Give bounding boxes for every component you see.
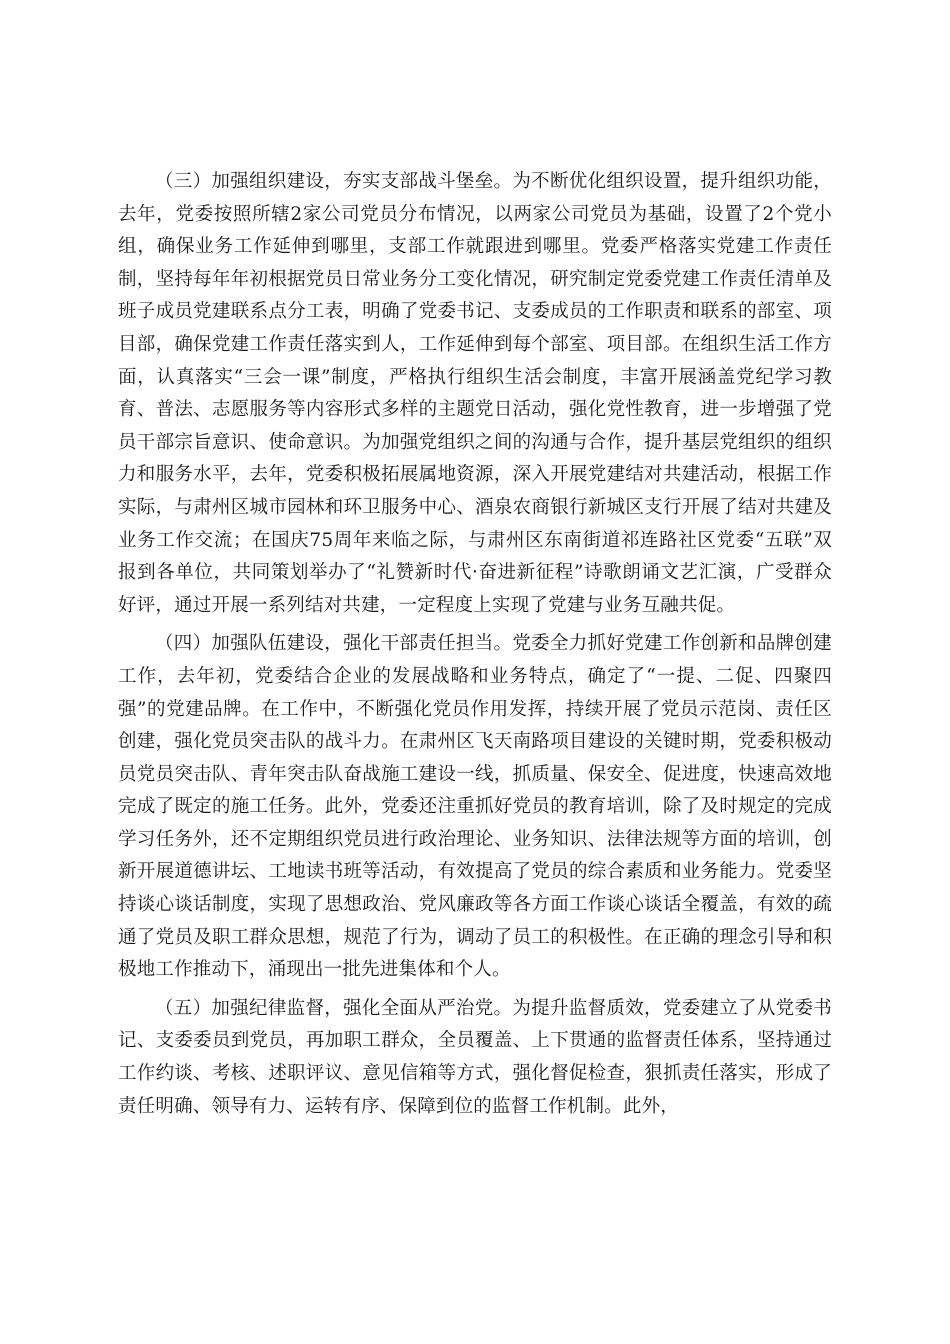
document-body xyxy=(118,166,832,1129)
paragraph-organization-building: （三）加强组织建设，夯实支部战斗堡垒。为不断优化组织设置，提升组织功能，去年，党委按照所辖2家公司党员分布情况，以两家公司党员为基础，设置了2个党小组，确保业务工作延伸到哪里，支部工作就跟进到哪里。党委严格落实党建工作责任制，坚持每年年初根据党员日常业务分工变化情况，研究制定党委党建工作责任清单及班子成员党建联系点分工表，明确了党委书记、支委成员的工作职责和联系的部室、项目部，确保党建工作责任落实到人，工作延伸到每个部室、项目部。在组织生活工作方面，认真落实“三会一课”制度，严格执行组织生活会制度，丰富开展涵盖党纪学习教育、普法、志愿服务等内容形式多样的主题党日活动，强化党性教育，进一步增强了党员干部宗旨意识、使命意识。为加强党组织之间的沟通与合作，提升基层党组织的组织力和服务水平，去年，党委积极拓展属地资源，深入开展党建结对共建活动，根据工作实际，与肃州区城市园林和环卫服务中心、酒泉农商银行新城区支行开展了结对共建及业务工作交流；在国庆75周年来临之际，与肃州区东南街道祁连路社区党委“五联”双报到各单位，共同策划举办了“礼赞新时代·奋进新征程”诗歌朗诵文艺汇演，广受群众好评，通过开展一系列结对共建，一定程度上实现了党建与业务互融共促。 xyxy=(118,171,832,616)
paragraph-discipline-supervision: （五）加强纪律监督，强化全面从严治党。为提升监督质效，党委建立了从党委书记、支委委员到党员，再加职工群众，全员覆盖、上下贯通的监督责任体系，坚持通过工作约谈、考核、述职评议、意见信箱等方式，强化督促检查，狠抓责任落实，形成了责任明确、领导有力、运转有序、保障到位的监督工作机制。此外， xyxy=(118,997,832,1117)
paragraph-team-building: （四）加强队伍建设，强化干部责任担当。党委全力抓好党建工作创新和品牌创建工作，去年初，党委结合企业的发展战略和业务特点，确定了“一提、二促、四聚四强”的党建品牌。在工作中，不断强化党员作用发挥，持续开展了党员示范岗、责任区创建，强化党员突击队的战斗力。在肃州区飞天南路项目建设的关键时期，党委积极动员党员突击队、青年突击队奋战施工建设一线，抓质量、保安全、促进度，快速高效地完成了既定的施工任务。此外，党委还注重抓好党员的教育培训，除了及时规定的完成学习任务外，还不定期组织党员进行政治理论、业务知识、法律法规等方面的培训，创新开展道德讲坛、工地读书班等活动，有效提高了党员的综合素质和业务能力。党委坚持谈心谈话制度，实现了思想政治、党风廉政等各方面工作谈心谈话全覆盖，有效的疏通了党员及职工群众思想，规范了行为，调动了员工的积极性。在正确的理念引导和积极地工作推动下，涌现出一批先进集体和个人。 xyxy=(118,633,832,981)
